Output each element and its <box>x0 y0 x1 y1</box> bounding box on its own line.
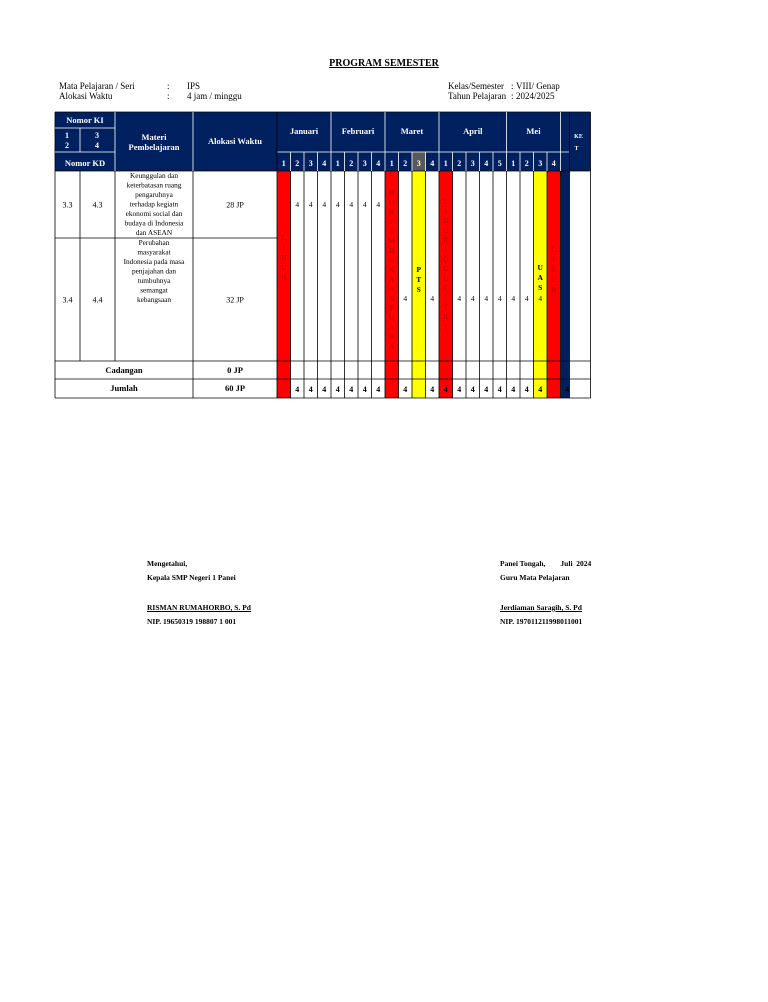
special-column-0 <box>277 171 291 398</box>
signature-name: RISMAN RUMAHORBO, S. Pd <box>147 603 251 612</box>
jumlah-week-value: 4 <box>403 385 408 394</box>
vertical-label-letter: S <box>389 332 394 342</box>
signature-place-date: Panei Tongah, Juli 2024 <box>500 559 592 568</box>
header-week-number: 3 <box>470 159 475 168</box>
header-nomor-ki: Nomor KI <box>66 115 104 125</box>
vertical-label-letter: E <box>389 226 395 236</box>
signature-right <box>500 557 591 629</box>
vertical-label-letter: B <box>389 245 395 255</box>
vertical-label-letter: T <box>443 302 449 312</box>
header-week-number: 4 <box>376 159 381 168</box>
meta-label: Alokasi Waktu <box>59 91 113 101</box>
vertical-label-letter: U <box>389 313 395 322</box>
header-materi: Materi <box>141 132 167 142</box>
vertical-label-letter: U <box>389 255 395 265</box>
vertical-label-letter: A <box>389 341 395 351</box>
jumlah-week-value: 4 <box>565 385 570 394</box>
header-week-number: 2 <box>295 159 300 168</box>
jumlah-week-value: 4 <box>295 385 300 394</box>
materi-text: kebangsaan <box>136 295 172 304</box>
spacer-column <box>561 171 570 398</box>
vertical-label-letter: A <box>537 273 543 282</box>
meta-label: Mata Pelajaran / Seri <box>59 81 135 91</box>
jumlah-week-value: 4 <box>538 385 543 394</box>
signature-left <box>147 557 251 629</box>
meta-label: Kelas/Semester <box>448 81 504 91</box>
header-ki-value: 2 <box>65 141 69 150</box>
week-value: 4 <box>403 294 408 303</box>
vertical-label-letter: B <box>389 188 395 198</box>
jumlah-week-value: 4 <box>524 385 529 394</box>
vertical-label-letter: U <box>443 264 449 274</box>
jumlah-week-value: 4 <box>497 385 502 394</box>
jumlah-week-value: 4 <box>457 385 462 394</box>
signature-greeting: Mengetahui, <box>147 559 188 568</box>
header-ki-value: 1 <box>65 131 69 140</box>
vertical-label-letter: I <box>282 243 285 252</box>
header-week-number: 4 <box>551 159 556 168</box>
vertical-label-letter: L <box>389 169 395 178</box>
vertical-label-letter: P <box>416 265 422 274</box>
vertical-label-letter: M <box>388 236 396 246</box>
jumlah-week-value: 4 <box>443 385 448 394</box>
header-nomor-kd: Nomor KD <box>64 158 106 168</box>
vertical-label-letter: L <box>443 273 449 283</box>
header-week-number: 4 <box>322 159 327 168</box>
jumlah-week-value: 4 <box>511 385 516 394</box>
meta-sep: : <box>511 81 514 91</box>
header-materi: Pembelajaran <box>128 142 180 152</box>
vertical-label-letter: A <box>389 322 395 332</box>
week-value: 4 <box>362 200 367 209</box>
jumlah-alokasi: 60 JP <box>224 383 246 393</box>
week-value: 4 <box>295 200 300 209</box>
header-ki-value: 3 <box>95 131 99 140</box>
header-week-number: 1 <box>389 159 394 168</box>
vertical-label-letter: U <box>281 263 287 272</box>
vertical-label-letter: A <box>389 284 395 294</box>
signature-nip: NIP. 19650319 198807 1 001 <box>147 617 237 626</box>
materi-text: Perubahan <box>138 238 170 247</box>
jumlah-week-value: 4 <box>376 385 381 394</box>
week-value: 4 <box>457 294 462 303</box>
vertical-label-letter: B <box>281 253 287 262</box>
signature-role: Kepala SMP Negeri 1 Panei <box>147 573 236 582</box>
header-month: Maret <box>400 126 424 136</box>
jumlah-week-value: 4 <box>362 385 367 394</box>
jumlah-week-value: 4 <box>484 385 489 394</box>
materi-text: semangat <box>140 285 168 295</box>
materi-text: penjajahan dan <box>132 266 176 276</box>
vertical-label-letter: B <box>551 265 557 274</box>
materi-text: dan ASEAN <box>135 228 173 237</box>
vertical-label-letter: L <box>551 245 557 254</box>
header-week-number: 1 <box>335 159 340 168</box>
vertical-label-letter: I <box>444 245 447 254</box>
vertical-label-letter: I <box>444 321 447 331</box>
meta-value: VIII/ Genap <box>516 81 560 91</box>
header-week-number: 2 <box>349 159 354 168</box>
vertical-label-letter: I <box>444 206 447 216</box>
alokasi-value: 28 JP <box>226 200 244 210</box>
program-semester-table <box>0 0 768 410</box>
vertical-label-letter: F <box>443 283 448 293</box>
vertical-label-letter: P <box>389 303 394 313</box>
jumlah-week-value: 4 <box>430 385 435 394</box>
jumlah-week-value: 4 <box>308 385 313 394</box>
kd-number: 4.4 <box>92 295 103 305</box>
week-value: 4 <box>484 294 489 303</box>
cadangan-alokasi: 0 JP <box>227 365 243 375</box>
vertical-label-letter: P <box>389 217 394 226</box>
jumlah-week-value: 4 <box>470 385 475 394</box>
week-value: 4 <box>349 200 354 209</box>
vertical-label-letter: U <box>389 197 395 207</box>
header-week-number: 5 <box>497 159 502 168</box>
vertical-label-letter: T <box>416 275 422 284</box>
week-value: 4 <box>322 200 327 209</box>
jumlah-week-value: 4 <box>322 385 327 394</box>
week-value: 4 <box>511 294 516 303</box>
materi-text: ekonomi social dan <box>125 209 183 218</box>
header-week-number: 3 <box>538 159 543 168</box>
week-value: 4 <box>524 294 529 303</box>
header-month: April <box>463 126 483 136</box>
header-month: Mei <box>526 126 541 136</box>
meta-value: 2024/2025 <box>516 91 555 101</box>
vertical-label-letter: U <box>537 263 543 272</box>
header-month: Januari <box>289 126 319 136</box>
header-week-number: 1 <box>443 159 448 168</box>
vertical-label-letter: I <box>444 293 447 302</box>
kd-number: 3.4 <box>62 295 73 305</box>
document-title: PROGRAM SEMESTER <box>329 58 439 69</box>
header-week-number: 3 <box>308 159 313 168</box>
header-week-number: 1 <box>511 159 516 168</box>
header-ki-value: 4 <box>95 141 99 150</box>
vertical-label-letter: U <box>551 275 557 284</box>
materi-text: budaya di Indonesia <box>124 218 184 228</box>
materi-text: pengaruhnya <box>135 190 173 199</box>
vertical-label-letter: B <box>443 216 449 226</box>
kd-number: 4.3 <box>92 200 103 210</box>
vertical-label-letter: D <box>443 254 449 264</box>
meta-sep: : <box>167 91 170 101</box>
kd-number: 3.3 <box>62 200 73 210</box>
vertical-label-letter: I <box>390 178 393 188</box>
vertical-label-letter: R <box>281 273 287 282</box>
vertical-label-letter: S <box>416 285 421 294</box>
jumlah-week-value: 4 <box>349 385 354 394</box>
vertical-label-letter: N <box>389 293 395 303</box>
materi-text: keterbatasan ruang <box>126 180 182 190</box>
week-value: 4 <box>497 294 502 303</box>
materi-text: terhadap kegiatn <box>129 199 179 209</box>
vertical-label-letter: R <box>551 285 557 294</box>
header-ket: KE <box>574 134 583 140</box>
signature-role: Guru Mata Pelajaran <box>500 573 570 582</box>
signature-nip: NIP. 197011211998011001 <box>500 617 583 626</box>
jumlah-label: Jumlah <box>110 383 138 393</box>
vertical-label-letter: A <box>389 274 395 284</box>
vertical-label-letter: L <box>281 233 287 242</box>
header-week-number: 2 <box>457 159 462 168</box>
meta-sep: : <box>167 81 170 91</box>
header-week-number: 3 <box>416 159 421 168</box>
week-value: 4 <box>335 200 340 209</box>
vertical-label-letter: S <box>538 283 543 292</box>
vertical-label-letter: I <box>552 255 555 264</box>
header-month: Februari <box>341 126 375 136</box>
header-week-number: 4 <box>430 159 435 168</box>
header-week-number: 2 <box>403 159 408 168</box>
meta-sep: : <box>511 91 514 101</box>
vertical-label-letter: R <box>443 312 449 322</box>
materi-text: Indonesia pada masa <box>123 257 185 266</box>
vertical-label-letter: R <box>389 207 395 217</box>
vertical-label-letter: L <box>443 197 449 206</box>
vertical-label-letter: K <box>389 265 395 274</box>
header-ket: T <box>574 146 579 152</box>
header-week-number: 1 <box>281 159 286 168</box>
materi-text: tumbuhnya <box>137 276 171 285</box>
week-value: 4 <box>430 294 435 303</box>
materi-text: masyarakat <box>137 247 171 257</box>
header-alokasi: Alokasi Waktu <box>208 136 262 146</box>
jumlah-week-value: 4 <box>335 385 340 394</box>
header-week-number: 2 <box>524 159 529 168</box>
signature-name: Jerdiaman Saragih, S. Pd <box>500 603 582 612</box>
vertical-label-letter: R <box>443 235 449 245</box>
week-value: 4 <box>308 200 313 209</box>
week-value: 4 <box>470 294 475 303</box>
header-week-number: 4 <box>484 159 489 168</box>
materi-text: Keunggulan dan <box>129 171 179 180</box>
meta-value: IPS <box>187 81 201 91</box>
meta-label: Tahun Pelajaran <box>448 91 507 101</box>
header-week-number: 3 <box>362 159 367 168</box>
cadangan-label: Cadangan <box>105 365 143 375</box>
vertical-label-letter: U <box>443 225 449 235</box>
week-value: 4 <box>538 294 543 303</box>
alokasi-value: 32 JP <box>226 295 244 305</box>
week-value: 4 <box>376 200 381 209</box>
meta-value: 4 jam / minggu <box>187 91 242 101</box>
